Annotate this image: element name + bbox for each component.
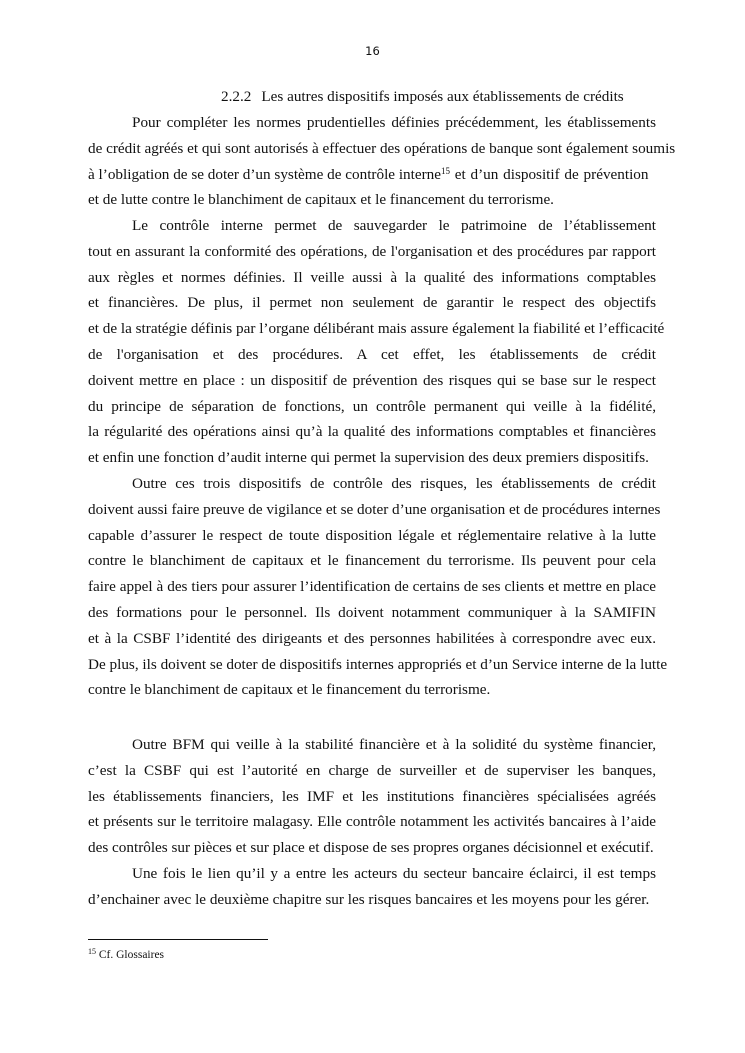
section-heading [221, 88, 624, 106]
text-line: et de lutte contre le blanchiment de capitaux et le financement du terrorisme. [88, 191, 554, 209]
text-line: des contrôles sur pièces et sur place et dispose de ses propres organes décisionnel et exécutif. [88, 839, 654, 857]
footnote-separator [88, 939, 268, 940]
text-line: faire appel à des tiers pour assurer l’identification de certains de ses clients et mettre en place [88, 578, 656, 596]
text-line: Une fois le lien qu’il y a entre les acteurs du secteur bancaire éclairci, il est temps [132, 865, 656, 882]
text-line: les établissements financiers, les IMF et les institutions financières spécialisées agréés [88, 787, 656, 805]
paragraph-2 [88, 213, 665, 471]
text-line: Le contrôle interne permet de sauvegarder le patrimoine de l’établissement [132, 217, 656, 234]
text-line: la régularité des opérations ainsi qu’à la qualité des informations comptables et financières [88, 423, 656, 441]
text-line: de crédit agréés et qui sont autorisés à effectuer des opérations de banque sont également soumis [88, 139, 676, 157]
section-number: 2.2.2 [221, 88, 252, 105]
footnote-ref[interactable]: 15 [441, 165, 450, 176]
text-line: des formations pour le personnel. Ils doivent notamment communiquer à la SAMIFIN [88, 603, 656, 621]
paragraph-1 [88, 110, 676, 213]
text-line: Pour compléter les normes prudentielles définies précédemment, les établissements [132, 114, 656, 131]
page-number: 16 [365, 44, 380, 58]
footnote [88, 949, 164, 961]
text-line: et à la CSBF l’identité des dirigeants et des personnes habilitées à correspondre avec eux. [88, 629, 656, 647]
text-line-with-footnote [88, 162, 656, 188]
text-line: Outre ces trois dispositifs de contrôle des risques, les établissements de crédit [132, 475, 656, 492]
text-line: Outre BFM qui veille à la stabilité financière et à la solidité du système financier, [132, 736, 656, 753]
section-title: Les autres dispositifs imposés aux établissements de crédits [261, 88, 624, 105]
paragraph-3 [88, 471, 668, 703]
text-line: d’enchainer avec le deuxième chapitre sur les risques bancaires et les moyens pour les gérer. [88, 890, 650, 908]
text-line-part: et d’un dispositif de prévention [450, 165, 649, 183]
text-line: tout en assurant la conformité des opérations, de l'organisation et des procédures par rapport [88, 242, 656, 260]
text-line: doivent mettre en place : un dispositif de prévention des risques qui se base sur le respect [88, 371, 656, 389]
footnote-text: Cf. Glossaires [98, 949, 165, 961]
text-line: et enfin une fonction d’audit interne qui permet la supervision des deux premiers dispositifs. [88, 449, 649, 467]
text-line: et présents sur le territoire malagasy. Elle contrôle notamment les activités bancaires à l’aide [88, 813, 656, 831]
text-line: capable d’assurer le respect de toute disposition légale et réglementaire relative à la lutte [88, 526, 656, 544]
text-line: De plus, ils doivent se doter de dispositifs internes appropriés et d’un Service interne de la lutte [88, 655, 668, 673]
text-line: et financières. De plus, il permet non seulement de garantir le respect des objectifs [88, 294, 656, 312]
paragraph-4 [88, 732, 656, 861]
text-line: aux règles et normes définies. Il veille aussi à la qualité des informations comptables [88, 268, 656, 286]
text-line: c’est la CSBF qui est l’autorité en charge de surveiller et de superviser les banques, [88, 761, 656, 779]
text-line: et de la stratégie définis par l’organe délibérant mais assure également la fiabilité et l’efficacité [88, 320, 665, 338]
text-line-part: à l’obligation de se doter d’un système de contrôle interne [88, 165, 441, 183]
footnote-number: 15 [88, 947, 96, 956]
text-line: de l'organisation et des procédures. A cet effet, les établissements de crédit [88, 345, 656, 363]
text-line: contre le blanchiment de capitaux et le financement du terrorisme. [88, 681, 491, 699]
text-line: contre le blanchiment de capitaux et le financement du terrorisme. Ils peuvent pour cela [88, 552, 656, 570]
text-line: du principe de séparation de fonctions, un contrôle permanent qui veille à la fidélité, [88, 397, 656, 415]
text-line: doivent aussi faire preuve de vigilance et se doter d’une organisation et de procédures internes [88, 500, 661, 518]
paragraph-5 [88, 861, 656, 913]
